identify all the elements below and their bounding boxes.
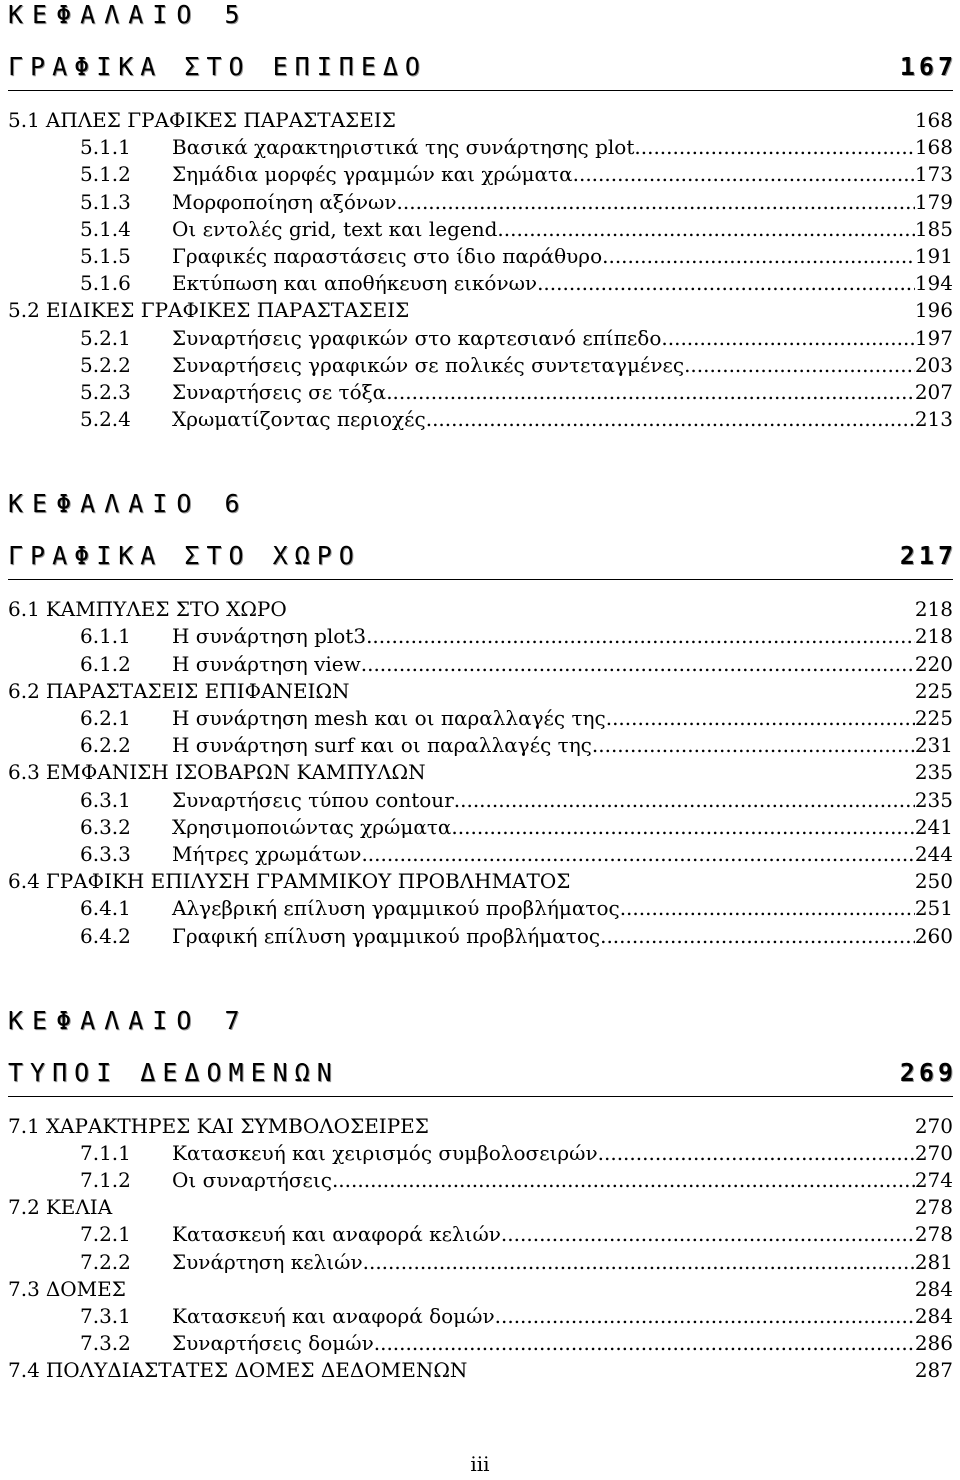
chapter-heading: ΚΕΦΑΛΑΙΟ 6 — [8, 489, 249, 519]
dot-leader — [606, 705, 915, 732]
entry-number: 7.1 — [8, 1113, 40, 1138]
toc-subsection-entry[interactable] — [8, 841, 953, 868]
entry-page-number: 235 — [914, 787, 953, 812]
entry-title: Βασικά χαρακτηριστικά της συνάρτησης plot — [172, 135, 635, 160]
dot-leader — [495, 1303, 915, 1330]
entry-number: 5.1.3 — [80, 189, 131, 214]
entry-page-number: 250 — [914, 869, 953, 894]
chapter-block — [8, 0, 957, 433]
entry-number: 6.3.1 — [80, 787, 131, 812]
entry-number: 7.1.2 — [80, 1168, 131, 1193]
entry-number: 7.2 — [8, 1195, 40, 1220]
dot-leader — [467, 1357, 914, 1384]
toc-subsection-entry[interactable] — [8, 1167, 953, 1194]
toc-subsection-entry[interactable] — [8, 216, 953, 243]
entry-number: 6.3.2 — [80, 814, 131, 839]
part-page-number: 269 — [899, 1057, 957, 1087]
dot-leader — [361, 651, 915, 678]
entry-number: 6.3.3 — [80, 841, 131, 866]
entry-number: 5.1 — [8, 108, 40, 132]
dot-leader — [634, 134, 914, 161]
dot-leader — [454, 787, 915, 814]
entry-page-number: 203 — [914, 352, 953, 377]
entry-title: Συναρτήσεις τύπου contour — [172, 787, 454, 812]
chapter-block — [8, 1005, 957, 1385]
part-title: ΤΥΠΟΙ ΔΕΔΟΜΕΝΩΝ — [8, 1057, 339, 1087]
chapter-heading: ΚΕΦΑΛΑΙΟ 7 — [8, 1005, 249, 1035]
entry-title: Κατασκευή και αναφορά κελιών — [172, 1222, 501, 1247]
entry-title: Μήτρες χρωμάτων — [172, 841, 362, 866]
part-heading — [8, 52, 957, 91]
entry-number: 6.1.1 — [80, 624, 131, 649]
dot-leader — [573, 161, 915, 188]
toc-subsection-entry[interactable] — [8, 1330, 953, 1357]
dot-leader — [397, 189, 915, 216]
entry-title: Συναρτήσεις γραφικών σε πολικές συντεταγμένες — [172, 352, 685, 377]
entry-title: Η συνάρτηση mesh και οι παραλλαγές της — [172, 706, 606, 730]
entry-title: Χρησιμοποιώντας χρώματα — [172, 814, 452, 839]
dot-leader — [620, 895, 915, 922]
toc-subsection-entry[interactable] — [8, 923, 953, 950]
entry-page-number: 168 — [914, 108, 953, 132]
dot-leader — [426, 406, 915, 433]
entry-title: Σημάδια μορφές γραμμών και χρώματα — [172, 162, 573, 187]
entry-title: ΚΑΜΠΥΛΕΣ ΣΤΟ ΧΩΡΟ — [45, 597, 287, 622]
page-number-footer: iii — [470, 1452, 490, 1476]
toc-section-entry[interactable] — [8, 596, 953, 623]
toc-subsection-entry[interactable] — [8, 161, 953, 188]
toc-entry-list — [8, 1113, 953, 1385]
entry-number: 5.2.3 — [80, 379, 131, 404]
entry-title: Η συνάρτηση surf και οι παραλλαγές της — [172, 733, 592, 758]
entry-number: 5.2.4 — [80, 407, 131, 432]
toc-subsection-entry[interactable] — [8, 352, 953, 379]
dot-leader — [332, 1167, 915, 1194]
dot-leader — [592, 732, 915, 759]
toc-section-entry[interactable] — [8, 1357, 953, 1384]
dot-leader — [451, 814, 914, 841]
toc-subsection-entry[interactable] — [8, 134, 953, 161]
entry-title: Συναρτήσεις δομών — [172, 1331, 374, 1356]
part-heading — [8, 1057, 957, 1097]
dot-leader — [661, 325, 914, 352]
toc-section-entry[interactable] — [8, 759, 953, 786]
chapter-block — [8, 489, 957, 949]
toc-subsection-entry[interactable] — [8, 243, 953, 270]
dot-leader — [570, 868, 914, 895]
entry-title: Γραφικές παραστάσεις στο ίδιο παράθυρο — [172, 243, 603, 268]
entry-number: 6.2 — [8, 678, 40, 703]
entry-title: ΠΑΡΑΣΤΑΣΕΙΣ ΕΠΙΦΑΝΕΙΩΝ — [45, 678, 350, 703]
toc-subsection-entry[interactable] — [8, 814, 953, 841]
entry-number: 6.4.1 — [80, 896, 131, 921]
toc-subsection-entry[interactable] — [8, 1249, 953, 1276]
entry-page-number: 231 — [914, 733, 953, 758]
toc-section-entry[interactable] — [8, 1276, 953, 1303]
dot-leader — [602, 243, 915, 270]
entry-page-number: 278 — [914, 1195, 953, 1220]
entry-number: 5.1.6 — [80, 271, 131, 296]
entry-page-number: 194 — [914, 271, 953, 296]
chapter-heading: ΚΕΦΑΛΑΙΟ 5 — [8, 0, 249, 29]
dot-leader — [126, 1276, 915, 1303]
dot-leader — [426, 759, 915, 786]
entry-number: 7.1.1 — [80, 1140, 131, 1165]
toc-subsection-entry[interactable] — [8, 189, 953, 216]
toc-subsection-entry[interactable] — [8, 379, 953, 406]
part-page-number: 167 — [899, 52, 957, 81]
table-of-contents — [8, 0, 957, 1385]
part-title: ΓΡΑΦΙΚΑ ΣΤΟ ΧΩΡΟ — [8, 541, 361, 571]
entry-page-number: 225 — [914, 678, 953, 703]
entry-page-number: 286 — [914, 1331, 953, 1356]
toc-entry-list — [8, 596, 953, 949]
entry-number: 6.2.2 — [80, 733, 131, 758]
toc-subsection-entry[interactable] — [8, 1221, 953, 1248]
entry-page-number: 281 — [914, 1249, 953, 1274]
entry-title: ΧΑΡΑΚΤΗΡΕΣ ΚΑΙ ΣΥΜΒΟΛΟΣΕΙΡΕΣ — [45, 1113, 429, 1138]
entry-page-number: 220 — [914, 651, 953, 676]
entry-page-number: 168 — [914, 135, 953, 160]
dot-leader — [537, 270, 915, 297]
entry-title: Συνάρτηση κελιών — [172, 1249, 363, 1274]
entry-number: 7.2.2 — [80, 1249, 131, 1274]
entry-page-number: 197 — [914, 325, 953, 350]
entry-number: 5.1.2 — [80, 162, 131, 187]
entry-page-number: 260 — [914, 923, 953, 948]
part-page-number: 217 — [899, 541, 957, 571]
entry-title: Εκτύπωση και αποθήκευση εικόνων — [172, 271, 538, 296]
entry-title: Η συνάρτηση plot3 — [172, 624, 367, 649]
dot-leader — [429, 1113, 915, 1140]
entry-page-number: 207 — [914, 379, 953, 404]
entry-title: Μορφοποίηση αξόνων — [172, 189, 397, 214]
entry-title: ΕΜΦΑΝΙΣΗ ΙΣΟΒΑΡΩΝ ΚΑΜΠΥΛΩΝ — [45, 760, 426, 785]
part-heading — [8, 541, 957, 580]
entry-number: 6.2.1 — [80, 706, 131, 730]
entry-page-number: 213 — [914, 407, 953, 432]
entry-number: 6.1.2 — [80, 651, 131, 676]
entry-page-number: 278 — [914, 1222, 953, 1247]
dot-leader — [350, 678, 915, 705]
entry-title: ΠΟΛΥΔΙΑΣΤΑΤΕΣ ΔΟΜΕΣ ΔΕΔΟΜΕΝΩΝ — [45, 1358, 468, 1383]
entry-page-number: 251 — [914, 896, 953, 921]
dot-leader — [684, 352, 915, 379]
entry-title: ΑΠΛΕΣ ΓΡΑΦΙΚΕΣ ΠΑΡΑΣΤΑΣΕΙΣ — [45, 108, 396, 132]
entry-number: 7.3.2 — [80, 1331, 131, 1356]
entry-page-number: 218 — [914, 597, 953, 622]
entry-number: 6.4 — [8, 869, 40, 894]
entry-page-number: 270 — [914, 1113, 953, 1138]
entry-title: ΓΡΑΦΙΚΗ ΕΠΙΛΥΣΗ ΓΡΑΜΜΙΚΟΥ ΠΡΟΒΛΗΜΑΤΟΣ — [45, 869, 571, 894]
dot-leader — [501, 1221, 915, 1248]
dot-leader — [112, 1194, 915, 1221]
entry-page-number: 284 — [914, 1304, 953, 1328]
toc-section-entry[interactable] — [8, 107, 953, 134]
entry-page-number: 218 — [914, 624, 953, 649]
toc-section-entry[interactable] — [8, 1194, 953, 1221]
entry-title: Αλγεβρική επίλυση γραμμικού προβλήματος — [172, 896, 620, 921]
toc-section-entry[interactable] — [8, 1113, 953, 1140]
entry-number: 7.3.1 — [80, 1304, 131, 1328]
toc-entry-list — [8, 107, 953, 433]
entry-number: 5.1.5 — [80, 243, 131, 268]
toc-subsection-entry[interactable] — [8, 895, 953, 922]
dot-leader — [363, 1249, 915, 1276]
entry-number: 5.1.4 — [80, 216, 131, 241]
dot-leader — [600, 923, 915, 950]
entry-title: Οι συναρτήσεις — [172, 1168, 332, 1193]
toc-subsection-entry[interactable] — [8, 705, 953, 732]
toc-subsection-entry[interactable] — [8, 623, 953, 650]
entry-number: 7.3 — [8, 1276, 40, 1301]
dot-leader — [287, 596, 915, 623]
entry-title: Συναρτήσεις σε τόξα — [172, 379, 387, 404]
toc-section-entry[interactable] — [8, 297, 953, 324]
entry-title: Οι εντολές grid, text και legend — [172, 216, 498, 241]
entry-page-number: 196 — [914, 298, 953, 323]
dot-leader — [497, 216, 914, 243]
toc-subsection-entry[interactable] — [8, 732, 953, 759]
toc-section-entry[interactable] — [8, 868, 953, 895]
dot-leader — [361, 841, 914, 868]
entry-title: ΚΕΛΙΑ — [45, 1195, 113, 1220]
entry-title: Συναρτήσεις γραφικών στο καρτεσιανό επίπεδο — [172, 325, 662, 350]
entry-title: Κατασκευή και χειρισμός συμβολοσειρών — [172, 1140, 598, 1165]
entry-page-number: 235 — [914, 760, 953, 785]
entry-title: ΕΙΔΙΚΕΣ ΓΡΑΦΙΚΕΣ ΠΑΡΑΣΤΑΣΕΙΣ — [45, 298, 410, 323]
entry-page-number: 225 — [914, 706, 953, 730]
dot-leader — [374, 1330, 915, 1357]
entry-title: Χρωματίζοντας περιοχές — [172, 407, 426, 432]
dot-leader — [598, 1140, 915, 1167]
entry-page-number: 191 — [914, 243, 953, 268]
toc-subsection-entry[interactable] — [8, 1303, 953, 1330]
toc-subsection-entry[interactable] — [8, 325, 953, 352]
toc-subsection-entry[interactable] — [8, 270, 953, 297]
entry-page-number: 244 — [914, 841, 953, 866]
entry-number: 6.4.2 — [80, 923, 131, 948]
entry-number: 7.4 — [8, 1358, 40, 1383]
toc-subsection-entry[interactable] — [8, 406, 953, 433]
entry-number: 5.2.1 — [80, 325, 131, 350]
dot-leader — [386, 379, 915, 406]
dot-leader — [366, 623, 915, 650]
toc-subsection-entry[interactable] — [8, 787, 953, 814]
entry-number: 5.1.1 — [80, 135, 131, 160]
entry-title: Γραφική επίλυση γραμμικού προβλήματος — [172, 923, 601, 948]
toc-subsection-entry[interactable] — [8, 1140, 953, 1167]
entry-number: 7.2.1 — [80, 1222, 131, 1247]
toc-section-entry[interactable] — [8, 678, 953, 705]
dot-leader — [409, 297, 915, 324]
entry-page-number: 179 — [914, 189, 953, 214]
entry-page-number: 185 — [914, 216, 953, 241]
entry-number: 5.2.2 — [80, 352, 131, 377]
entry-number: 6.1 — [8, 597, 40, 622]
entry-page-number: 270 — [914, 1140, 953, 1165]
toc-subsection-entry[interactable] — [8, 651, 953, 678]
entry-page-number: 284 — [914, 1276, 953, 1301]
entry-title: Η συνάρτηση view — [172, 651, 361, 676]
entry-title: ΔΟΜΕΣ — [45, 1276, 126, 1301]
entry-number: 6.3 — [8, 760, 40, 785]
part-title: ΓΡΑΦΙΚΑ ΣΤΟ ΕΠΙΠΕΔΟ — [8, 52, 427, 81]
entry-page-number: 287 — [914, 1358, 953, 1383]
entry-page-number: 274 — [914, 1168, 953, 1193]
dot-leader — [396, 107, 915, 134]
entry-page-number: 173 — [914, 162, 953, 187]
entry-number: 5.2 — [8, 298, 40, 323]
entry-title: Κατασκευή και αναφορά δομών — [172, 1304, 495, 1328]
entry-page-number: 241 — [914, 814, 953, 839]
